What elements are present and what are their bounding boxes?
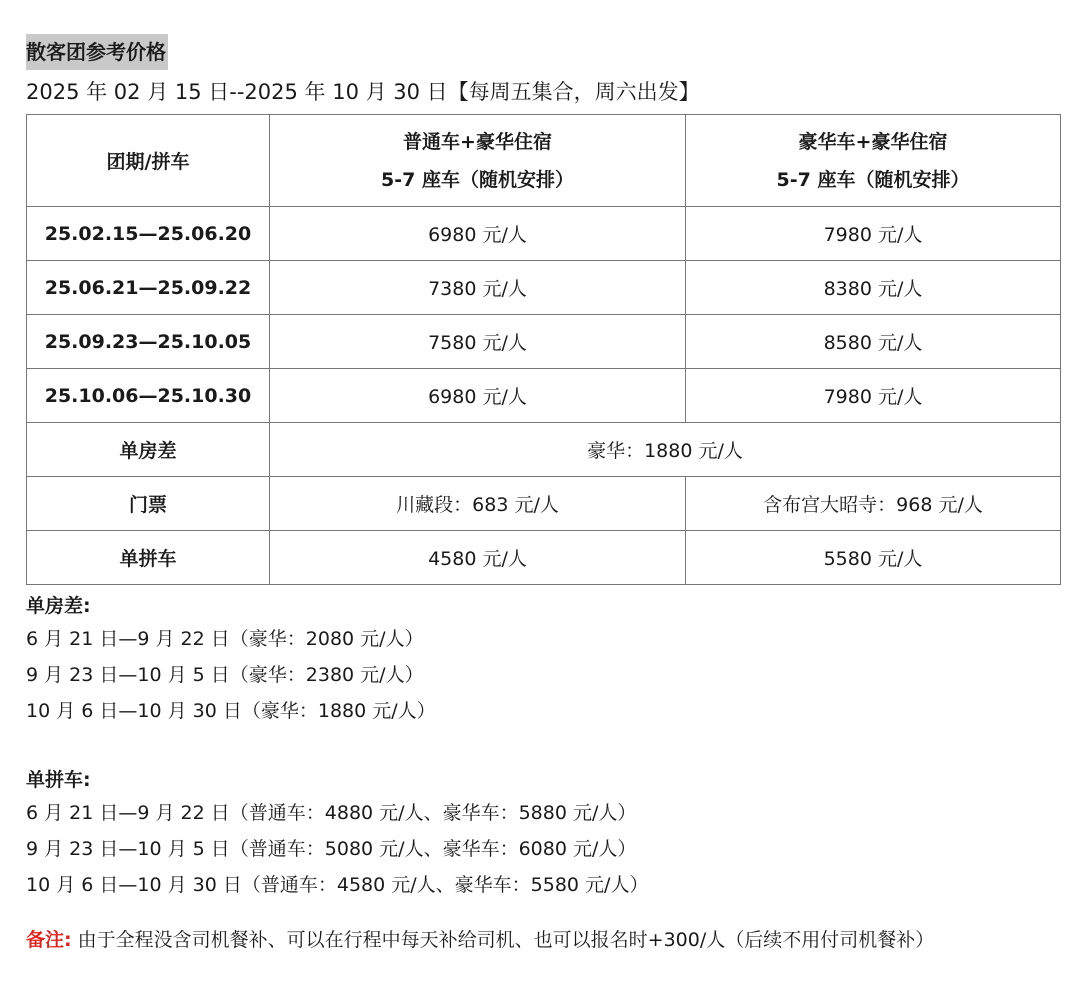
page-title: 散客团参考价格 <box>26 34 168 70</box>
standard-price-cell: 7380 元/人 <box>270 261 686 315</box>
header-period: 团期/拼车 <box>27 115 270 207</box>
remark-text: 由于全程没含司机餐补、可以在行程中每天补给司机、也可以报名时+300/人（后续不用付司机餐补） <box>77 929 935 951</box>
carpool-standard: 4580 元/人 <box>270 531 686 585</box>
period-cell: 25.02.15—25.06.20 <box>27 207 270 261</box>
carpool-label: 单拼车 <box>27 531 270 585</box>
header-luxury-line1: 豪华车+豪华住宿 <box>798 130 948 153</box>
notes-section <box>26 591 1060 903</box>
price-table <box>26 114 1061 585</box>
document-page <box>26 32 1060 955</box>
header-luxury <box>686 115 1061 207</box>
period-cell: 25.09.23—25.10.05 <box>27 315 270 369</box>
carpool-note-line: 6 月 21 日—9 月 22 日（普通车：4880 元/人、豪华车：5880 元/人） <box>26 802 637 824</box>
remark-line <box>26 925 1060 955</box>
single-room-note-line: 9 月 23 日—10 月 5 日（豪华：2380 元/人） <box>26 664 424 686</box>
standard-price-cell: 6980 元/人 <box>270 207 686 261</box>
remark-label: 备注: <box>26 929 72 951</box>
spacer <box>26 729 1060 765</box>
tickets-label: 门票 <box>27 477 270 531</box>
table-row <box>27 207 1061 261</box>
single-room-note-line: 10 月 6 日—10 月 30 日（豪华：1880 元/人） <box>26 700 436 722</box>
tickets-luxury: 含布宫大昭寺：968 元/人 <box>686 477 1061 531</box>
header-luxury-line2: 5-7 座车（随机安排） <box>776 168 970 191</box>
header-standard <box>270 115 686 207</box>
period-cell: 25.06.21—25.09.22 <box>27 261 270 315</box>
carpool-note-line: 9 月 23 日—10 月 5 日（普通车：5080 元/人、豪华车：6080 元/人） <box>26 838 637 860</box>
single-room-note-line: 6 月 21 日—9 月 22 日（豪华：2080 元/人） <box>26 628 424 650</box>
carpool-notes-heading: 单拼车: <box>26 769 91 791</box>
luxury-price-cell: 7980 元/人 <box>686 207 1061 261</box>
table-row <box>27 261 1061 315</box>
period-cell: 25.10.06—25.10.30 <box>27 369 270 423</box>
carpool-row <box>27 531 1061 585</box>
single-room-notes-heading: 单房差: <box>26 595 91 617</box>
standard-price-cell: 7580 元/人 <box>270 315 686 369</box>
single-room-row <box>27 423 1061 477</box>
table-row <box>27 315 1061 369</box>
header-standard-line2: 5-7 座车（随机安排） <box>381 168 574 191</box>
luxury-price-cell: 7980 元/人 <box>686 369 1061 423</box>
carpool-note-line: 10 月 6 日—10 月 30 日（普通车：4580 元/人、豪华车：5580 元/人） <box>26 874 649 896</box>
standard-price-cell: 6980 元/人 <box>270 369 686 423</box>
single-room-value: 豪华：1880 元/人 <box>270 423 1061 477</box>
title-block <box>26 32 1060 72</box>
luxury-price-cell: 8380 元/人 <box>686 261 1061 315</box>
luxury-price-cell: 8580 元/人 <box>686 315 1061 369</box>
single-room-label: 单房差 <box>27 423 270 477</box>
table-row <box>27 369 1061 423</box>
tickets-row <box>27 477 1061 531</box>
table-header-row <box>27 115 1061 207</box>
date-range-subtitle: 2025 年 02 月 15 日--2025 年 10 月 30 日【每周五集合，周六出发】 <box>26 80 700 104</box>
header-standard-line1: 普通车+豪华住宿 <box>403 130 552 153</box>
tickets-standard: 川藏段：683 元/人 <box>270 477 686 531</box>
carpool-luxury: 5580 元/人 <box>686 531 1061 585</box>
